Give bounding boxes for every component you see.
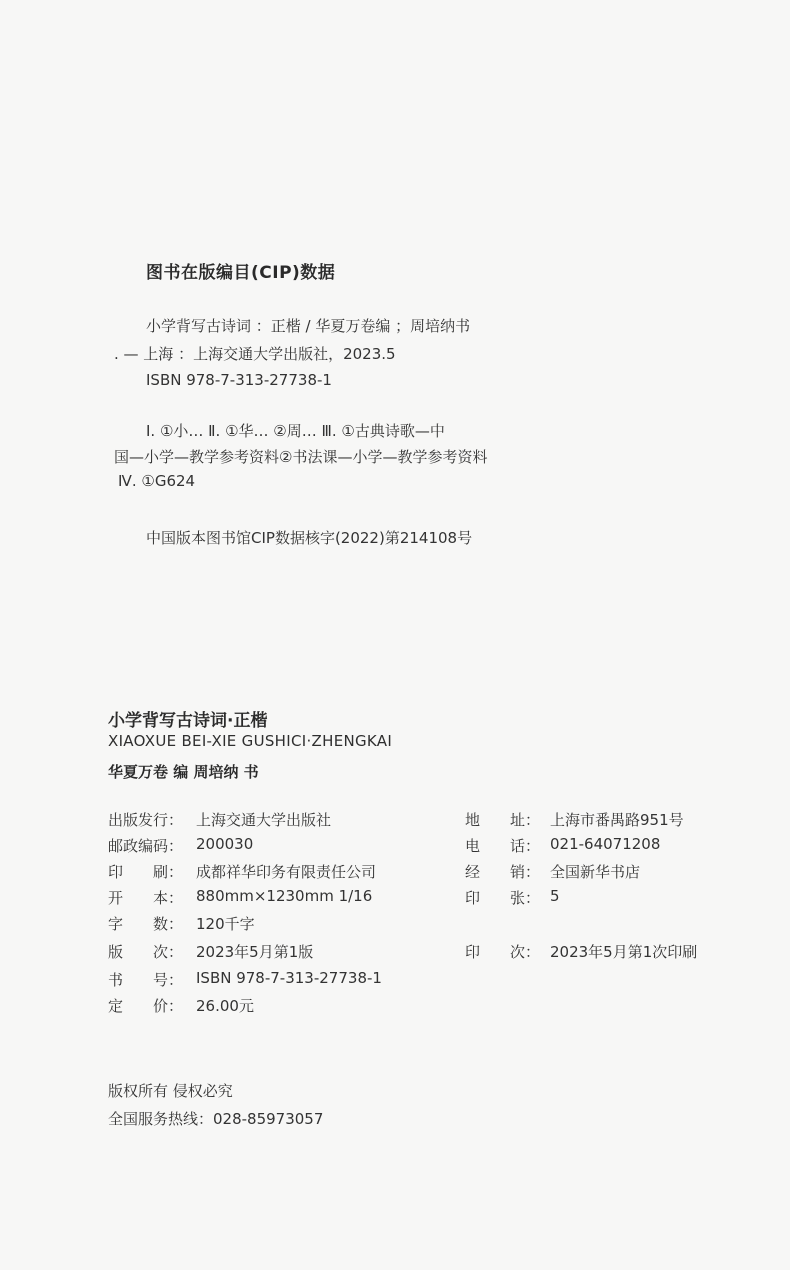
cip-classification-line-3: Ⅳ. ①G624 (118, 472, 196, 490)
info-label-printing: 印 次： (465, 943, 541, 961)
info-value-address: 上海市番禺路951号 (550, 811, 684, 829)
info-label-postcode: 邮政编码： (108, 837, 184, 855)
cip-isbn-line: ISBN 978-7-313-27738-1 (146, 371, 332, 389)
rights-notice: 版权所有 侵权必究 (108, 1082, 233, 1100)
info-value-price: 26.00元 (196, 997, 254, 1015)
cip-title-line: 小学背写古诗词 ：正楷 / 华夏万卷编 ；周培纳书 (146, 317, 471, 335)
info-value-printing: 2023年5月第1次印刷 (550, 943, 698, 961)
info-label-isbn: 书 号： (108, 971, 184, 989)
info-value-word-count: 120千字 (196, 915, 255, 933)
info-value-phone: 021-64071208 (550, 835, 661, 853)
info-value-sheets: 5 (550, 887, 560, 905)
info-value-isbn: ISBN 978-7-313-27738-1 (196, 969, 382, 987)
info-value-edition: 2023年5月第1版 (196, 943, 314, 961)
info-label-phone: 电 话： (465, 837, 541, 855)
cip-heading: 图书在版编目(CIP)数据 (146, 263, 336, 283)
info-label-format: 开 本： (108, 889, 184, 907)
book-title: 小学背写古诗词·正楷 (108, 711, 268, 731)
info-label-edition: 版 次： (108, 943, 184, 961)
info-label-sheets: 印 张： (465, 889, 541, 907)
cip-verification-number: 中国版本图书馆CIP数据核字(2022)第214108号 (146, 529, 473, 547)
info-label-distributor: 经 销： (465, 863, 541, 881)
info-value-printer: 成都祥华印务有限责任公司 (196, 863, 377, 881)
service-hotline: 全国服务热线：028-85973057 (108, 1110, 324, 1128)
info-label-printer: 印 刷： (108, 863, 184, 881)
info-label-publisher: 出版发行： (108, 811, 184, 829)
info-label-word-count: 字 数： (108, 915, 184, 933)
book-authors: 华夏万卷 编 周培纳 书 (108, 763, 259, 781)
cip-classification-line-1: Ⅰ. ①小… Ⅱ. ①华… ②周… Ⅲ. ①古典诗歌—中 (146, 422, 445, 440)
info-label-price: 定 价： (108, 997, 184, 1015)
cip-classification-line-2: 国—小学—教学参考资料②书法课—小学—教学参考资料 (114, 448, 488, 466)
info-value-postcode: 200030 (196, 835, 254, 853)
info-value-format: 880mm×1230mm 1/16 (196, 887, 373, 905)
cip-publisher-line: . — 上海 ：上海交通大学出版社，2023.5 (114, 345, 396, 363)
info-label-address: 地 址： (465, 811, 541, 829)
info-value-distributor: 全国新华书店 (550, 863, 641, 881)
book-pinyin-title: XIAOXUE BEI-XIE GUSHICI·ZHENGKAI (108, 732, 393, 750)
info-value-publisher: 上海交通大学出版社 (196, 811, 332, 829)
